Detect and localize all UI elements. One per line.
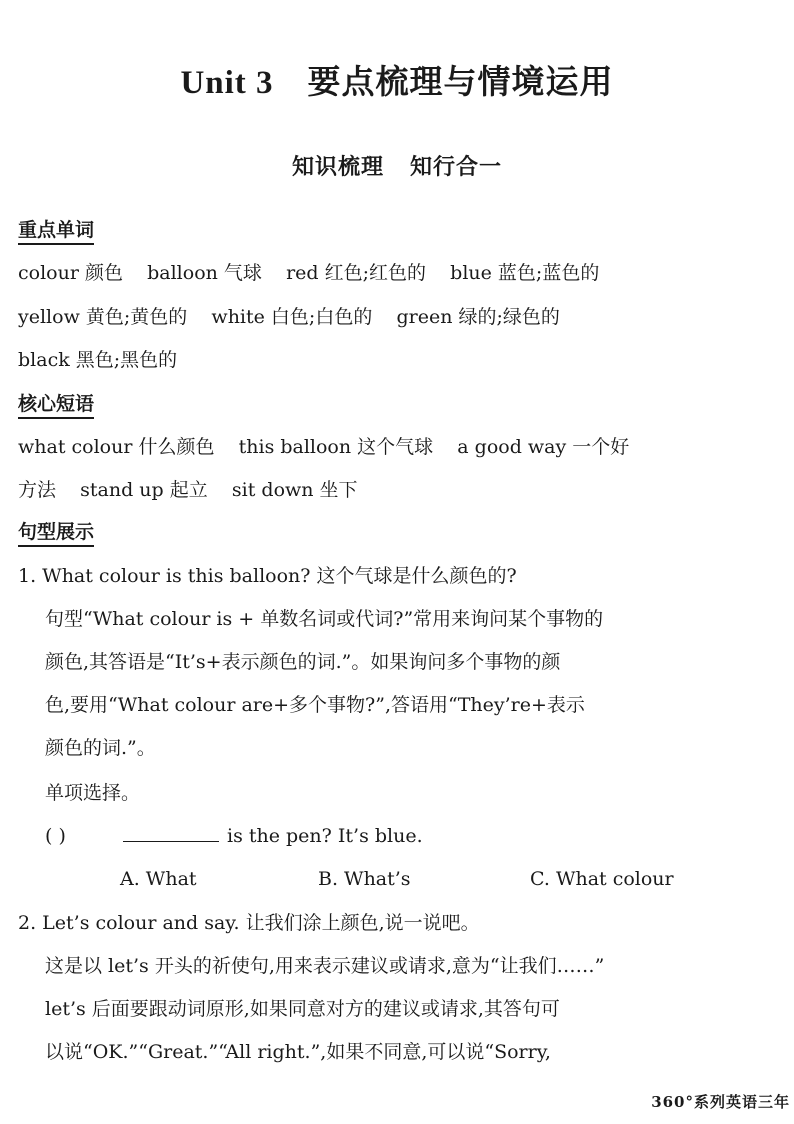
option-a: A. What	[120, 868, 197, 890]
sentence-1-title: 1. What colour is this balloon? 这个气球是什么颜色的?	[18, 565, 517, 587]
sentence-1-line-3: 色,要用“What colour are+多个事物?”,答语用“They’re+表示	[45, 694, 585, 716]
words-line-1: colour 颜色 balloon 气球 red 红色;红色的 blue 蓝色;蓝色的	[18, 262, 600, 284]
subtitle-right: 知行合一	[410, 154, 503, 180]
unit-label: Unit 3	[180, 65, 274, 101]
sentence-2-title: 2. Let’s colour and say. 让我们涂上颜色,说一说吧。	[18, 912, 480, 934]
exercise-question	[45, 823, 772, 849]
section-heading-sentences: 句型展示	[18, 520, 94, 547]
sentence-2-line-3: 以说“OK.”“Great.”“All right.”,如果不同意,可以说“Sorry,	[45, 1041, 551, 1063]
option-b: B. What’s	[318, 868, 411, 890]
section-heading-words: 重点单词	[18, 218, 94, 245]
sentence-1-line-1: 句型“What colour is + 单数名词或代词?”常用来询问某个事物的	[45, 608, 604, 630]
phrases-line-2: 方法 stand up 起立 sit down 坐下	[18, 479, 358, 501]
title-text: 要点梳理与情境运用	[307, 62, 614, 101]
choice-options	[120, 866, 674, 892]
page-title	[0, 56, 794, 103]
page-subtitle	[0, 150, 794, 181]
answer-blank	[123, 823, 219, 842]
words-line-3: black 黑色;黑色的	[18, 349, 178, 371]
subtitle-left: 知识梳理	[291, 154, 384, 180]
section-heading-phrases: 核心短语	[18, 392, 94, 419]
sentence-2-line-1: 这是以 let’s 开头的祈使句,用来表示建议或请求,意为“让我们……”	[45, 955, 605, 977]
exercise-label: 单项选择。	[45, 782, 141, 804]
answer-parentheses: ( )	[45, 825, 66, 847]
sentence-1-line-2: 颜色,其答语是“It’s+表示颜色的词.”。如果询问多个事物的颜	[45, 651, 561, 673]
words-line-2: yellow 黄色;黄色的 white 白色;白色的 green 绿的;绿色的	[18, 306, 560, 328]
sentence-1-line-4: 颜色的词.”。	[45, 737, 156, 759]
option-c: C. What colour	[530, 868, 674, 890]
sentence-2-line-2: let’s 后面要跟动词原形,如果同意对方的建议或请求,其答句可	[45, 998, 560, 1020]
page-footer: 360°系列英语三年	[651, 1093, 790, 1111]
phrases-line-1: what colour 什么颜色 this balloon 这个气球 a good way 一个好	[18, 436, 630, 458]
question-text: is the pen? It’s blue.	[227, 825, 423, 847]
